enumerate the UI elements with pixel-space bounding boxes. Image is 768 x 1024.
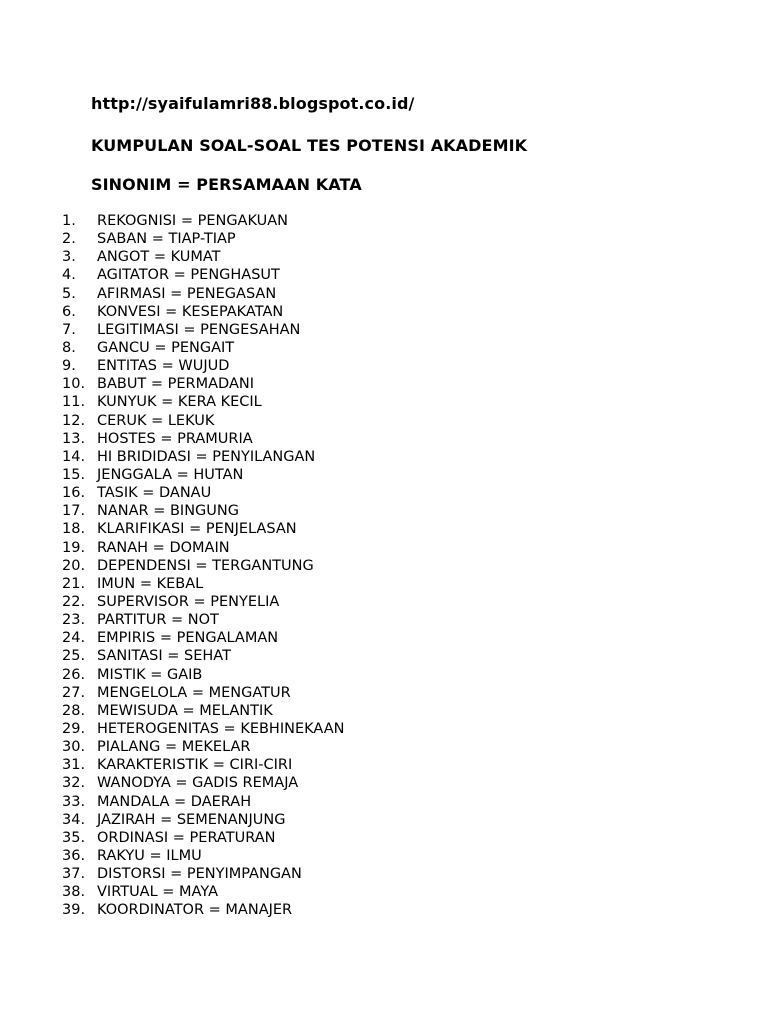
list-item-number: 36.: [62, 847, 86, 864]
list-item: [0, 285, 768, 303]
list-item-text: KONVESI = KESEPAKATAN: [97, 303, 284, 320]
list-item-text: HI BRIDIDASI = PENYILANGAN: [97, 448, 316, 465]
list-item: [0, 629, 768, 647]
list-item-text: KOORDINATOR = MANAJER: [97, 902, 293, 919]
list-item-text: HOSTES = PRAMURIA: [97, 430, 253, 447]
list-item-number: 22.: [62, 593, 86, 610]
list-item-text: MENGELOLA = MENGATUR: [97, 684, 291, 701]
document-title: KUMPULAN SOAL-SOAL TES POTENSI AKADEMIK: [91, 136, 528, 155]
list-item: [0, 575, 768, 593]
list-item-text: CERUK = LEKUK: [97, 412, 215, 429]
list-item-number: 3.: [62, 249, 76, 266]
section-heading: SINONIM = PERSAMAAN KATA: [91, 175, 362, 194]
synonym-list: [0, 212, 768, 919]
list-item: [0, 266, 768, 284]
list-item: [0, 303, 768, 321]
list-item: [0, 375, 768, 393]
list-item-number: 13.: [62, 430, 86, 447]
list-item: [0, 883, 768, 901]
list-item-number: 12.: [62, 412, 86, 429]
list-item-text: IMUN = KEBAL: [97, 575, 204, 592]
list-item: [0, 611, 768, 629]
list-item-number: 16.: [62, 485, 86, 502]
list-item-number: 17.: [62, 503, 86, 520]
list-item: [0, 847, 768, 865]
list-item-text: WANODYA = GADIS REMAJA: [97, 775, 299, 792]
list-item-text: PARTITUR = NOT: [97, 612, 219, 629]
list-item-text: SABAN = TIAP-TIAP: [97, 231, 236, 248]
list-item: [0, 230, 768, 248]
list-item-number: 4.: [62, 267, 76, 284]
list-item-number: 28.: [62, 702, 86, 719]
list-item: [0, 774, 768, 792]
list-item-number: 14.: [62, 448, 86, 465]
list-item-text: RANAH = DOMAIN: [97, 539, 230, 556]
list-item-text: KLARIFIKASI = PENJELASAN: [97, 521, 297, 538]
list-item: [0, 448, 768, 466]
list-item-text: DEPENDENSI = TERGANTUNG: [97, 557, 314, 574]
list-item: [0, 430, 768, 448]
list-item: [0, 484, 768, 502]
list-item-text: SANITASI = SEHAT: [97, 648, 231, 665]
list-item-number: 24.: [62, 630, 86, 647]
list-item-number: 6.: [62, 303, 76, 320]
list-item: [0, 901, 768, 919]
list-item-text: KARAKTERISTIK = CIRI-CIRI: [97, 757, 293, 774]
list-item-number: 30.: [62, 739, 86, 756]
list-item-text: RAKYU = ILMU: [97, 847, 202, 864]
list-item: [0, 502, 768, 520]
list-item: [0, 647, 768, 665]
list-item-number: 8.: [62, 339, 76, 356]
list-item-number: 10.: [62, 376, 86, 393]
list-item-number: 7.: [62, 321, 76, 338]
list-item: [0, 720, 768, 738]
list-item: [0, 756, 768, 774]
list-item-number: 23.: [62, 612, 86, 629]
list-item-number: 32.: [62, 775, 86, 792]
list-item: [0, 357, 768, 375]
list-item-text: TASIK = DANAU: [97, 485, 212, 502]
list-item-number: 18.: [62, 521, 86, 538]
list-item-text: ENTITAS = WUJUD: [97, 358, 230, 375]
list-item-number: 29.: [62, 720, 86, 737]
list-item-number: 27.: [62, 684, 86, 701]
list-item-text: KUNYUK = KERA KECIL: [97, 394, 262, 411]
list-item-number: 2.: [62, 231, 76, 248]
list-item: [0, 557, 768, 575]
list-item: [0, 666, 768, 684]
list-item-text: JENGGALA = HUTAN: [97, 466, 244, 483]
list-item: [0, 702, 768, 720]
list-item: [0, 248, 768, 266]
list-item-text: EMPIRIS = PENGALAMAN: [97, 630, 279, 647]
list-item: [0, 520, 768, 538]
list-item-number: 35.: [62, 829, 86, 846]
list-item-text: AFIRMASI = PENEGASAN: [97, 285, 277, 302]
list-item-number: 37.: [62, 866, 86, 883]
list-item-number: 33.: [62, 793, 86, 810]
list-item: [0, 539, 768, 557]
list-item: [0, 684, 768, 702]
list-item-number: 19.: [62, 539, 86, 556]
list-item-text: LEGITIMASI = PENGESAHAN: [97, 321, 301, 338]
list-item-text: DISTORSI = PENYIMPANGAN: [97, 866, 302, 883]
list-item: [0, 865, 768, 883]
list-item: [0, 738, 768, 756]
list-item: [0, 321, 768, 339]
list-item-text: REKOGNISI = PENGAKUAN: [97, 213, 288, 229]
list-item-number: 39.: [62, 902, 86, 919]
list-item-number: 34.: [62, 811, 86, 828]
list-item-number: 9.: [62, 358, 76, 375]
list-item-text: ANGOT = KUMAT: [97, 249, 221, 266]
list-item-text: HETEROGENITAS = KEBHINEKAAN: [97, 720, 345, 737]
list-item-text: NANAR = BINGUNG: [97, 503, 239, 520]
list-item-number: 15.: [62, 466, 86, 483]
list-item: [0, 466, 768, 484]
list-item-number: 38.: [62, 884, 86, 901]
list-item-text: BABUT = PERMADANI: [97, 376, 255, 393]
list-item-text: ORDINASI = PERATURAN: [97, 829, 276, 846]
source-url: http://syaifulamri88.blogspot.co.id/: [91, 94, 415, 113]
list-item-number: 5.: [62, 285, 76, 302]
list-item-text: MEWISUDA = MELANTIK: [97, 702, 273, 719]
list-item-number: 1.: [62, 213, 76, 229]
list-item-text: JAZIRAH = SEMENANJUNG: [97, 811, 286, 828]
list-item: [0, 593, 768, 611]
list-item: [0, 393, 768, 411]
list-item-number: 20.: [62, 557, 86, 574]
list-item: [0, 829, 768, 847]
list-item-number: 21.: [62, 575, 86, 592]
list-item: [0, 412, 768, 430]
list-item-number: 26.: [62, 666, 86, 683]
list-item-text: MISTIK = GAIB: [97, 666, 203, 683]
list-item-text: GANCU = PENGAIT: [97, 339, 235, 356]
list-item-text: VIRTUAL = MAYA: [97, 884, 219, 901]
list-item-number: 31.: [62, 757, 86, 774]
list-item: [0, 339, 768, 357]
list-item-text: SUPERVISOR = PENYELIA: [97, 593, 280, 610]
list-item: [0, 212, 768, 230]
list-item-text: MANDALA = DAERAH: [97, 793, 252, 810]
list-item: [0, 811, 768, 829]
list-item-text: PIALANG = MEKELAR: [97, 739, 251, 756]
list-item-number: 25.: [62, 648, 86, 665]
list-item: [0, 793, 768, 811]
list-item-number: 11.: [62, 394, 86, 411]
list-item-text: AGITATOR = PENGHASUT: [97, 267, 280, 284]
